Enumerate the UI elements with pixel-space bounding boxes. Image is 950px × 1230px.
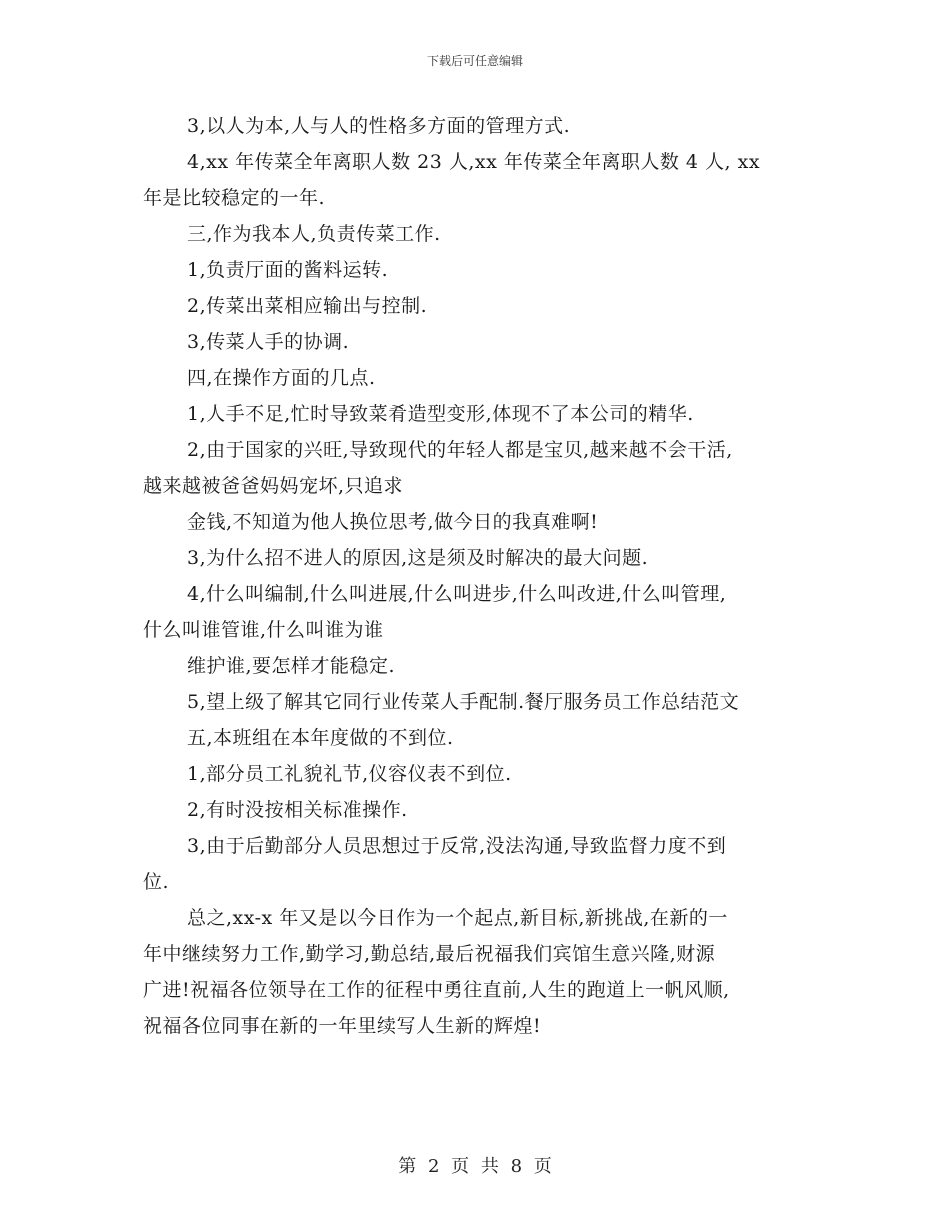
body-line: 4,什么叫编制,什么叫进展,什么叫进步,什么叫改进,什么叫管理,	[187, 583, 727, 605]
body-line: 祝福各位同事在新的一年里续写人生新的辉煌!	[143, 1015, 542, 1037]
body-line: 三,作为我本人,负责传菜工作.	[187, 223, 441, 245]
body-line: 3,由于后勤部分人员思想过于反常,没法沟通,导致监督力度不到	[187, 835, 727, 857]
body-line: 位.	[143, 871, 170, 893]
body-line: 金钱,不知道为他人换位思考,做今日的我真难啊!	[187, 511, 599, 533]
body-line: 广进!祝福各位领导在工作的征程中勇往直前,人生的跑道上一帆风顺,	[143, 979, 730, 1001]
body-line: 四,在操作方面的几点.	[187, 367, 376, 389]
body-line: 4,xx 年传菜全年离职人数 23 人,xx 年传菜全年离职人数 4 人, xx	[187, 151, 761, 173]
body-line: 年中继续努力工作,勤学习,勤总结,最后祝福我们宾馆生意兴隆,财源	[143, 943, 716, 965]
body-line: 年是比较稳定的一年.	[143, 187, 326, 209]
page-header-note: 下载后可任意编辑	[426, 54, 523, 68]
body-line: 1,负责厅面的酱料运转.	[187, 259, 389, 281]
body-line: 1,部分员工礼貌礼节,仪容仪表不到位.	[187, 763, 512, 785]
body-line: 五,本班组在本年度做的不到位.	[187, 727, 454, 749]
body-line: 3,以人为本,人与人的性格多方面的管理方式.	[187, 115, 571, 137]
body-line: 1,人手不足,忙时导致菜肴造型变形,体现不了本公司的精华.	[187, 403, 694, 425]
body-line: 什么叫谁管谁,什么叫谁为谁	[143, 619, 384, 641]
body-line: 2,传菜出菜相应输出与控制.	[187, 295, 428, 317]
body-line: 5,望上级了解其它同行业传菜人手配制.餐厅服务员工作总结范文	[187, 691, 740, 713]
body-line: 3,传菜人手的协调.	[187, 331, 350, 353]
body-line: 总之,xx-x 年又是以今日作为一个起点,新目标,新挑战,在新的一	[187, 907, 728, 929]
page-number-footer: 第 2 页 共 8 页	[398, 1156, 552, 1177]
body-line: 2,有时没按相关标准操作.	[187, 799, 408, 821]
body-line: 越来越被爸爸妈妈宠坏,只追求	[143, 475, 404, 497]
body-line: 2,由于国家的兴旺,导致现代的年轻人都是宝贝,越来越不会干活,	[187, 439, 733, 461]
document-body	[143, 108, 808, 1044]
body-line: 3,为什么招不进人的原因,这是须及时解决的最大问题.	[187, 547, 649, 569]
body-line: 维护谁,要怎样才能稳定.	[187, 655, 396, 677]
